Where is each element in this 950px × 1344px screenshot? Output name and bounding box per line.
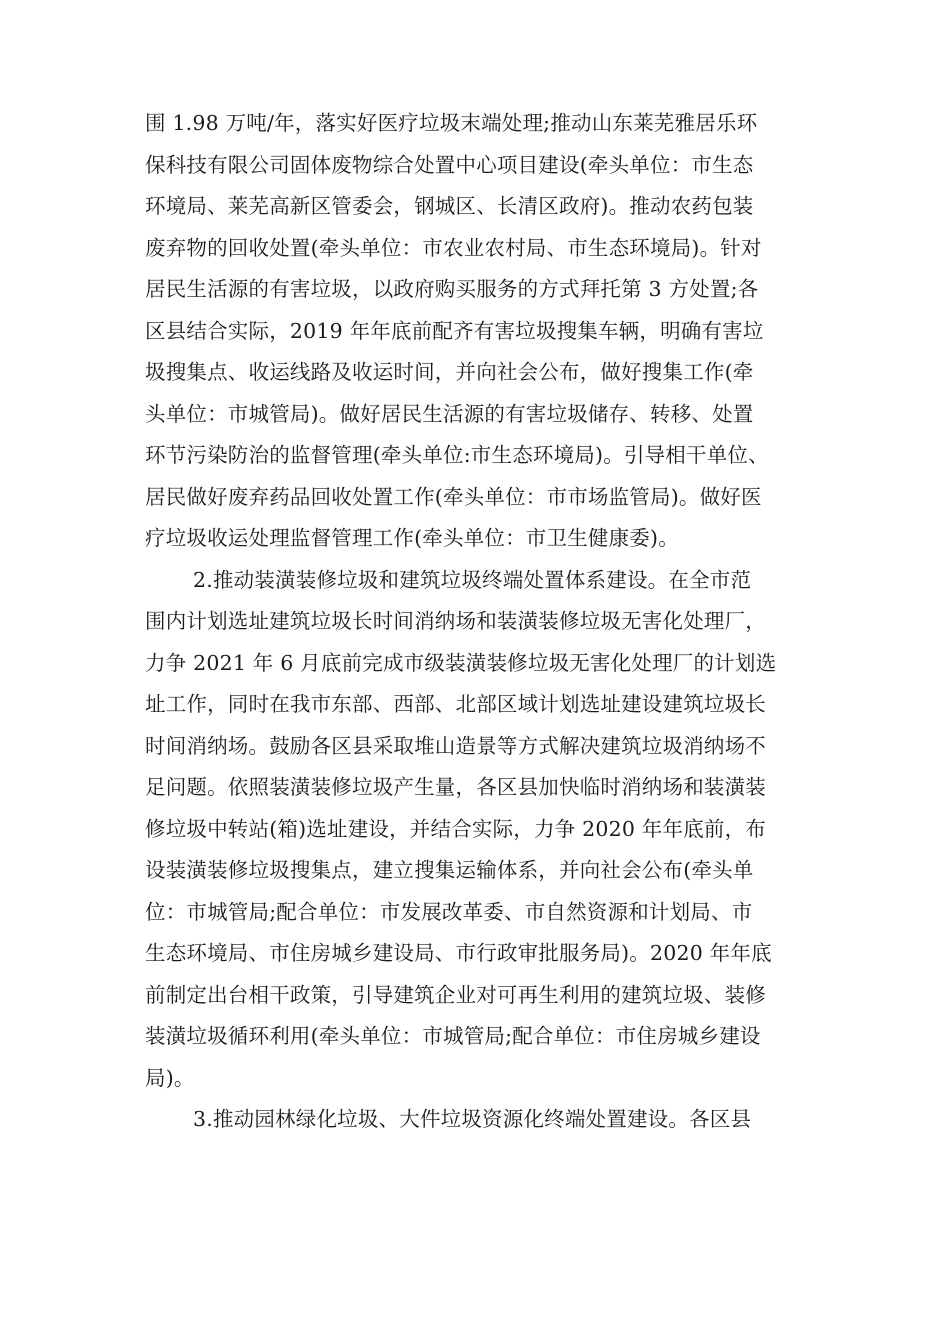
text-line: 足问题。依照装潢装修垃圾产生量，各区县加快临时消纳场和装潢装 [145, 775, 766, 799]
text-line: 废弃物的回收处置(牵头单位：市农业农村局、市生态环境局)。针对 [145, 235, 762, 260]
text-line: 区县结合实际，2019 年年底前配齐有害垃圾搜集车辆，明确有害垃 [145, 318, 764, 343]
text-line: 居民生活源的有害垃圾，以政府购买服务的方式拜托第 3 方处置;各 [145, 277, 759, 301]
text-line: 修垃圾中转站(箱)选址建设，并结合实际，力争 2020 年年底前，布 [145, 816, 766, 841]
text-line: 址工作，同时在我市东部、西部、北部区域计划选址建设建筑垃圾长 [145, 692, 766, 716]
text-line: 围内计划选址建筑垃圾长时间消纳场和装潢装修垃圾无害化处理厂， [145, 609, 766, 633]
document-body [145, 103, 805, 1141]
text-line: 环境局、莱芜高新区管委会，钢城区、长清区政府)。推动农药包装 [145, 194, 754, 218]
paragraph-green-bulky-waste [145, 1099, 805, 1141]
text-line: 时间消纳场。鼓励各区县采取堆山造景等方式解决建筑垃圾消纳场不 [145, 733, 766, 758]
text-line: 局)。 [145, 1065, 195, 1090]
text-line: 环节污染防治的监督管理(牵头单位:市生态环境局)。引导相干单位、 [145, 443, 769, 467]
text-line: 圾搜集点、收运线路及收运时间，并向社会公布，做好搜集工作(牵 [145, 360, 754, 384]
text-line: 疗垃圾收运处理监督管理工作(牵头单位：市卫生健康委)。 [145, 526, 679, 550]
text-line: 位：市城管局;配合单位：市发展改革委、市自然资源和计划局、市 [145, 899, 753, 924]
text-line: 力争 2021 年 6 月底前完成市级装潢装修垃圾无害化处理厂的计划选 [145, 650, 777, 675]
text-line: 头单位：市城管局)。做好居民生活源的有害垃圾储存、转移、处置 [145, 401, 754, 426]
paragraph-construction-waste [145, 560, 805, 1100]
text-line: 装潢垃圾循环利用(牵头单位：市城管局;配合单位：市住房城乡建设 [145, 1024, 761, 1048]
paragraph-hazardous-waste [145, 103, 805, 560]
text-line-first: 3.推动园林绿化垃圾、大件垃圾资源化终端处置建设。各区县 [193, 1107, 752, 1131]
text-line-first: 2.推动装潢装修垃圾和建筑垃圾终端处置体系建设。在全市范 [193, 567, 752, 592]
text-line: 保科技有限公司固体废物综合处置中心项目建设(牵头单位：市生态 [145, 152, 754, 177]
text-line: 居民做好废弃药品回收处置工作(牵头单位：市市场监管局)。做好医 [145, 484, 762, 509]
text-line: 前制定出台相干政策，引导建筑企业对可再生利用的建筑垃圾、装修 [145, 982, 766, 1007]
text-line: 围 1.98 万吨/年，落实好医疗垃圾末端处理;推动山东莱芜雅居乐环 [145, 111, 758, 135]
text-line: 设装潢装修垃圾搜集点，建立搜集运输体系，并向社会公布(牵头单 [145, 858, 754, 882]
text-line: 生态环境局、市住房城乡建设局、市行政审批服务局)。2020 年年底 [145, 941, 772, 965]
